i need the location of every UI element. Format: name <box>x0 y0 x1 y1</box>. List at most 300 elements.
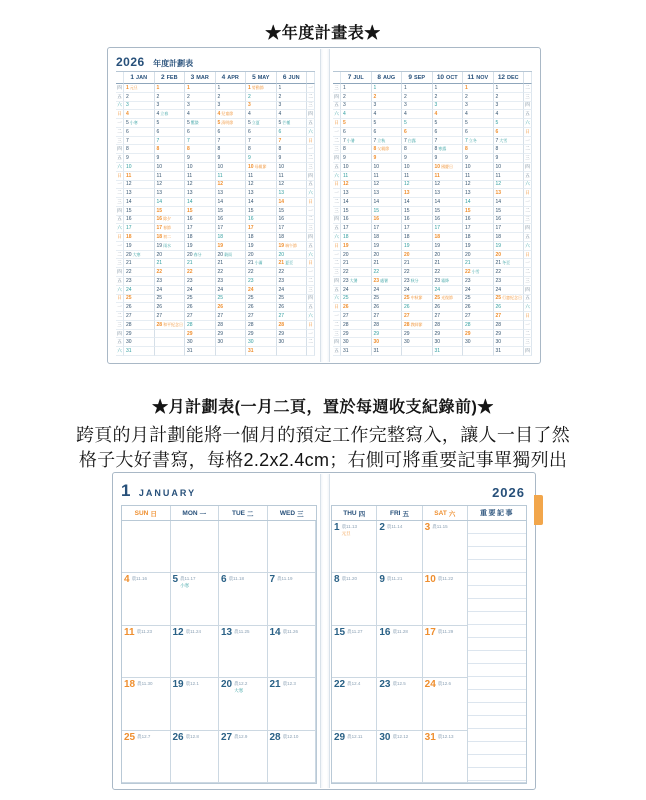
lunar-date: 農11.18 <box>228 576 244 582</box>
weekday-char-cell: 四 <box>307 110 315 119</box>
lunar-date: 農12.9 <box>234 733 248 739</box>
solar-term-label: 小寒 <box>129 119 138 125</box>
yearly-corner-cell <box>524 72 532 84</box>
year-day-cell <box>155 312 186 321</box>
month-day-cell <box>122 731 171 783</box>
year-day-cell <box>463 259 494 268</box>
year-day-number: 19 <box>465 242 471 249</box>
weekday-char-cell: 五 <box>116 154 124 163</box>
year-day-number: 5 <box>373 119 377 126</box>
weekday-char-cell: 二 <box>116 251 124 260</box>
year-day-number: 25 <box>373 295 380 302</box>
year-day-cell <box>124 330 155 339</box>
year-day-cell <box>463 330 494 339</box>
month-date-info <box>438 575 453 581</box>
year-day-number: 20 <box>217 251 224 258</box>
weekday-char-cell: 三 <box>333 268 341 277</box>
weekday-char-cell: 五 <box>333 286 341 295</box>
weekday-char-cell: 二 <box>116 189 124 198</box>
year-day-number: 3 <box>495 102 499 109</box>
year-day-cell <box>463 181 494 190</box>
month-day-cell <box>332 626 377 678</box>
year-day-number: 24 <box>156 286 163 293</box>
year-day-number: 30 <box>343 339 349 346</box>
year-day-cell <box>402 145 433 154</box>
day-header-char: 五 <box>402 510 409 518</box>
year-day-number: 28 <box>248 321 254 328</box>
year-day-number: 28 <box>126 321 132 328</box>
year-day-number: 16 <box>217 216 224 223</box>
month-date-number: 10 <box>424 574 436 586</box>
year-day-cell <box>185 277 216 286</box>
year-day-cell <box>185 172 216 181</box>
solar-term-label: 大暑 <box>349 277 358 283</box>
weekday-char-cell: 三 <box>524 154 532 163</box>
year-day-number: 20 <box>248 251 254 258</box>
year-day-cell <box>277 145 308 154</box>
month-index-tab <box>534 495 543 525</box>
year-day-cell <box>216 242 247 251</box>
year-day-number: 12 <box>248 181 254 188</box>
year-day-cell <box>155 347 186 356</box>
year-day-cell <box>155 181 186 190</box>
year-day-cell <box>463 137 494 146</box>
year-day-cell <box>155 242 186 251</box>
year-day-cell <box>124 251 155 260</box>
year-day-number: 18 <box>248 234 254 241</box>
year-day-cell <box>155 198 186 207</box>
solar-term-label: 大雪 <box>499 137 508 143</box>
year-day-number: 15 <box>156 207 163 214</box>
year-day-number: 7 <box>217 137 221 144</box>
year-day-number: 19 <box>217 242 224 249</box>
year-day-number: 27 <box>495 313 502 319</box>
year-day-number: 2 <box>217 93 221 100</box>
year-day-number: 28 <box>434 321 441 328</box>
year-day-number: 26 <box>126 304 132 311</box>
year-day-cell <box>277 295 308 304</box>
year-day-cell <box>433 128 464 137</box>
year-day-cell <box>463 338 494 347</box>
year-day-cell <box>402 277 433 286</box>
year-day-number: 9 <box>495 155 499 162</box>
year-day-cell <box>185 330 216 339</box>
day-header-abbr: MON <box>182 509 198 517</box>
year-day-number: 26 <box>156 304 163 311</box>
year-day-cell <box>494 347 525 356</box>
holiday-label: 春節 <box>163 225 172 231</box>
year-day-number: 21 <box>434 260 441 267</box>
year-day-cell <box>216 198 247 207</box>
month-header-number: 2 <box>160 74 165 81</box>
year-day-number: 11 <box>278 172 284 179</box>
year-day-cell <box>155 128 186 137</box>
month-day-cell <box>332 678 377 730</box>
year-day-cell <box>124 128 155 137</box>
holiday-label: 教師節 <box>410 321 423 327</box>
weekday-char-cell: 日 <box>307 198 315 207</box>
month-date-number: 9 <box>379 574 385 586</box>
year-day-cell <box>433 198 464 207</box>
year-day-cell <box>185 137 216 146</box>
year-day-cell <box>246 233 277 242</box>
month-header <box>216 72 247 84</box>
year-day-cell <box>494 93 525 102</box>
year-day-number: 20 <box>434 251 441 258</box>
year-day-cell <box>277 268 308 277</box>
year-day-cell <box>185 102 216 111</box>
month-day-cell <box>377 573 422 625</box>
year-day-number: 19 <box>404 242 410 249</box>
year-day-cell <box>494 233 525 242</box>
year-day-cell <box>372 102 403 111</box>
month-date-number: 15 <box>334 626 346 638</box>
weekday-char-cell: 四 <box>333 154 341 163</box>
year-day-cell <box>216 295 247 304</box>
year-day-number: 4 <box>495 111 499 118</box>
year-day-cell <box>463 128 494 137</box>
holiday-label: 勞動節 <box>251 84 264 90</box>
weekday-char-cell: 二 <box>524 330 532 339</box>
year-day-number: 2 <box>248 93 251 100</box>
weekday-char-cell: 五 <box>333 224 341 233</box>
year-day-cell <box>463 295 494 304</box>
year-day-cell <box>494 137 525 146</box>
year-day-number: 3 <box>465 102 468 109</box>
year-day-number: 27 <box>187 313 193 319</box>
weekday-char-cell: 一 <box>116 303 124 312</box>
weekday-char-cell: 三 <box>333 145 341 154</box>
year-day-cell <box>124 154 155 163</box>
weekday-char-cell: 六 <box>333 172 341 181</box>
year-day-number: 1 <box>465 84 468 91</box>
year-day-number: 18 <box>187 234 193 241</box>
month-day-cell <box>423 731 468 783</box>
year-day-number: 29 <box>278 330 285 337</box>
month-day-cell <box>122 573 171 625</box>
day-header-mon <box>171 506 220 520</box>
weekday-char-cell: 五 <box>307 181 315 190</box>
year-day-cell <box>246 259 277 268</box>
year-day-cell <box>277 321 308 330</box>
year-day-number: 8 <box>248 146 251 153</box>
year-day-number: 25 <box>495 295 502 302</box>
month-header-abbr: AUG <box>382 74 396 81</box>
year-day-number: 2 <box>126 93 129 100</box>
year-day-number: 26 <box>343 304 349 311</box>
month-date-info <box>234 628 249 634</box>
year-day-cell <box>463 312 494 321</box>
year-day-cell <box>246 277 277 286</box>
year-day-number: 18 <box>156 234 163 241</box>
weekday-char-cell: 六 <box>307 189 315 198</box>
year-day-cell <box>463 251 494 260</box>
month-day-cell <box>122 521 171 573</box>
year-day-number: 28 <box>404 321 410 328</box>
lunar-date: 農12.4 <box>347 681 361 687</box>
holiday-label: 除夕 <box>163 216 172 222</box>
year-day-number: 10 <box>373 163 380 170</box>
year-day-cell <box>463 286 494 295</box>
month-day-cell <box>171 626 220 678</box>
year-day-number: 22 <box>278 269 285 276</box>
year-day-cell <box>341 198 372 207</box>
weekday-char-cell: 一 <box>307 207 315 216</box>
year-day-cell <box>341 242 372 251</box>
year-day-number: 16 <box>278 216 285 223</box>
year-day-number: 15 <box>343 207 349 214</box>
year-day-number: 17 <box>278 225 285 232</box>
year-day-number: 18 <box>465 234 471 241</box>
year-day-cell <box>341 338 372 347</box>
weekday-char-cell: 二 <box>524 207 532 216</box>
year-day-cell <box>185 242 216 251</box>
year-day-number: 7 <box>248 137 251 144</box>
year-day-cell <box>277 338 308 347</box>
year-day-cell <box>402 268 433 277</box>
year-day-number: 8 <box>187 146 190 153</box>
year-day-number: 14 <box>343 198 349 205</box>
year-day-cell <box>402 207 433 216</box>
weekday-char-cell: 一 <box>333 189 341 198</box>
year-day-number: 13 <box>434 190 441 197</box>
year-day-cell <box>433 321 464 330</box>
monthly-section-title: ★月計劃表(一月二頁，置於每週收支紀錄前)★ <box>152 399 494 416</box>
month-header <box>494 72 525 84</box>
solar-term-label: 大寒 <box>132 251 141 257</box>
weekday-char-cell: 三 <box>333 330 341 339</box>
year-day-number: 1 <box>343 84 346 91</box>
month-day-cell <box>423 521 468 573</box>
weekday-char-cell: 一 <box>333 251 341 260</box>
weekday-char-cell: 六 <box>333 233 341 242</box>
weekday-char-cell <box>307 347 315 356</box>
year-day-cell <box>402 84 433 93</box>
year-day-cell <box>155 286 186 295</box>
year-day-cell <box>185 233 216 242</box>
year-day-cell <box>463 110 494 119</box>
month-day-cell <box>219 626 268 678</box>
year-day-number: 11 <box>465 172 471 179</box>
monthly-year-label: 2026 <box>492 485 525 500</box>
year-day-number: 28 <box>217 321 224 328</box>
year-day-cell <box>433 119 464 128</box>
month-date-number: 6 <box>221 574 227 586</box>
year-day-cell <box>433 251 464 260</box>
year-day-number: 5 <box>434 119 438 126</box>
year-day-cell <box>216 268 247 277</box>
year-day-cell <box>494 172 525 181</box>
year-day-number: 1 <box>126 84 129 91</box>
weekday-char-cell: 六 <box>524 242 532 251</box>
month-date-info <box>283 628 298 634</box>
year-day-number: 8 <box>126 146 129 153</box>
year-day-cell <box>402 303 433 312</box>
year-day-cell <box>277 172 308 181</box>
year-day-number: 22 <box>404 269 410 276</box>
weekday-char-cell: 日 <box>333 303 341 312</box>
monthly-right-header <box>331 481 527 505</box>
year-day-number: 15 <box>248 207 254 214</box>
year-day-number: 9 <box>156 155 160 162</box>
year-day-number: 11 <box>217 172 223 179</box>
year-day-cell <box>155 163 186 172</box>
day-header-abbr: WED <box>279 509 296 517</box>
monthly-grid-right <box>331 520 527 784</box>
year-day-cell <box>155 110 186 119</box>
solar-term-label: 芒種 <box>282 119 291 125</box>
month-day-cell <box>171 521 220 573</box>
year-day-number: 6 <box>434 128 438 135</box>
month-date-info <box>180 575 195 588</box>
lunar-date: 農12.1 <box>185 681 199 687</box>
year-day-cell <box>185 119 216 128</box>
weekday-char-cell: 四 <box>307 295 315 304</box>
year-day-number: 14 <box>248 198 254 205</box>
year-day-cell <box>341 347 372 356</box>
year-day-number: 22 <box>248 269 254 276</box>
month-date-info <box>438 733 454 739</box>
year-day-cell <box>494 286 525 295</box>
year-day-cell <box>463 163 494 172</box>
weekday-char-cell: 六 <box>116 102 124 111</box>
month-date-info <box>392 628 407 634</box>
year-day-number: 7 <box>343 137 346 144</box>
year-day-number: 24 <box>465 286 471 293</box>
year-day-number: 9 <box>248 155 251 162</box>
month-day-cell <box>332 573 377 625</box>
month-date-number: 18 <box>124 679 136 691</box>
year-day-cell <box>216 163 247 172</box>
year-day-cell <box>341 189 372 198</box>
lunar-date: 農11.16 <box>131 576 147 582</box>
year-day-cell <box>402 295 433 304</box>
weekday-char-cell: 五 <box>307 242 315 251</box>
weekday-char-cell: 三 <box>307 224 315 233</box>
year-day-cell <box>341 295 372 304</box>
year-day-number: 26 <box>465 304 471 311</box>
solar-term-label: 立夏 <box>251 119 260 125</box>
year-day-cell <box>155 189 186 198</box>
solar-term-label: 白露 <box>407 137 416 143</box>
solar-term-label: 立冬 <box>468 137 477 143</box>
day-header-abbr: SUN <box>134 509 149 517</box>
year-day-number: 18 <box>343 234 349 241</box>
year-day-number: 10 <box>156 163 163 170</box>
year-day-cell <box>494 321 525 330</box>
year-day-number: 18 <box>434 234 441 241</box>
month-date-number: 14 <box>269 626 281 638</box>
lunar-date: 農12.2 <box>234 681 248 687</box>
year-day-number: 1 <box>187 84 190 91</box>
year-day-number: 19 <box>126 242 132 249</box>
holiday-label: 母親節 <box>254 163 267 169</box>
month-date-info <box>438 680 451 686</box>
year-day-number: 16 <box>187 216 193 223</box>
month-date-info <box>137 680 152 686</box>
year-day-cell <box>155 251 186 260</box>
year-day-cell <box>185 154 216 163</box>
weekday-char-cell: 三 <box>307 102 315 111</box>
weekday-char-cell: 一 <box>524 137 532 146</box>
month-header-number: 1 <box>130 74 135 81</box>
year-day-cell <box>433 242 464 251</box>
year-day-cell <box>216 347 247 356</box>
year-day-number: 21 <box>187 260 193 267</box>
year-day-number: 4 <box>248 111 251 118</box>
month-day-cell <box>377 626 422 678</box>
day-header-fri <box>377 506 422 520</box>
month-day-cell <box>332 731 377 783</box>
year-day-number: 24 <box>278 286 285 293</box>
weekday-char-cell: 一 <box>116 181 124 190</box>
year-day-cell <box>433 181 464 190</box>
year-day-number: 30 <box>404 339 410 346</box>
year-day-number: 5 <box>248 119 251 126</box>
year-day-cell <box>216 338 247 347</box>
year-day-number: 30 <box>217 339 224 346</box>
year-day-number: 12 <box>126 181 132 188</box>
year-day-cell <box>433 84 464 93</box>
year-day-cell <box>124 145 155 154</box>
year-day-cell <box>402 119 433 128</box>
yearly-year-label: 2026 <box>116 55 145 69</box>
year-day-number: 30 <box>248 339 254 346</box>
year-day-number: 8 <box>373 146 377 153</box>
year-day-cell <box>124 224 155 233</box>
year-day-number: 23 <box>217 277 224 284</box>
year-day-cell <box>402 286 433 295</box>
weekday-header-row-left <box>121 505 317 520</box>
month-day-cell <box>122 626 171 678</box>
month-date-number: 5 <box>172 574 179 586</box>
year-day-cell <box>372 93 403 102</box>
year-day-cell <box>216 145 247 154</box>
year-day-number: 10 <box>217 163 224 170</box>
year-day-cell <box>433 216 464 225</box>
year-day-number: 1 <box>217 84 221 91</box>
month-header-number: 3 <box>190 74 195 81</box>
day-header-char: 日 <box>150 510 157 518</box>
year-day-cell <box>463 347 494 356</box>
year-day-number: 25 <box>217 295 224 302</box>
year-day-number: 11 <box>156 172 162 179</box>
year-day-cell <box>372 321 403 330</box>
year-day-cell <box>216 84 247 93</box>
weekday-char-cell: 一 <box>333 312 341 321</box>
weekday-char-cell: 六 <box>116 224 124 233</box>
year-day-number: 23 <box>248 277 254 284</box>
year-day-cell <box>124 286 155 295</box>
year-day-cell <box>216 172 247 181</box>
year-day-number: 15 <box>187 207 193 214</box>
year-day-number: 28 <box>373 321 380 328</box>
year-day-cell <box>372 224 403 233</box>
year-day-number: 14 <box>217 198 224 205</box>
month-date-number: 7 <box>269 574 276 586</box>
year-day-cell <box>433 145 464 154</box>
month-date-info <box>186 680 199 686</box>
year-day-number: 2 <box>465 93 468 100</box>
year-day-number: 3 <box>278 102 282 109</box>
year-day-number: 17 <box>187 225 193 232</box>
year-day-cell <box>433 172 464 181</box>
weekday-char-cell: 二 <box>333 137 341 146</box>
year-day-cell <box>372 119 403 128</box>
year-day-cell <box>124 181 155 190</box>
year-day-cell <box>341 102 372 111</box>
year-day-cell <box>402 198 433 207</box>
